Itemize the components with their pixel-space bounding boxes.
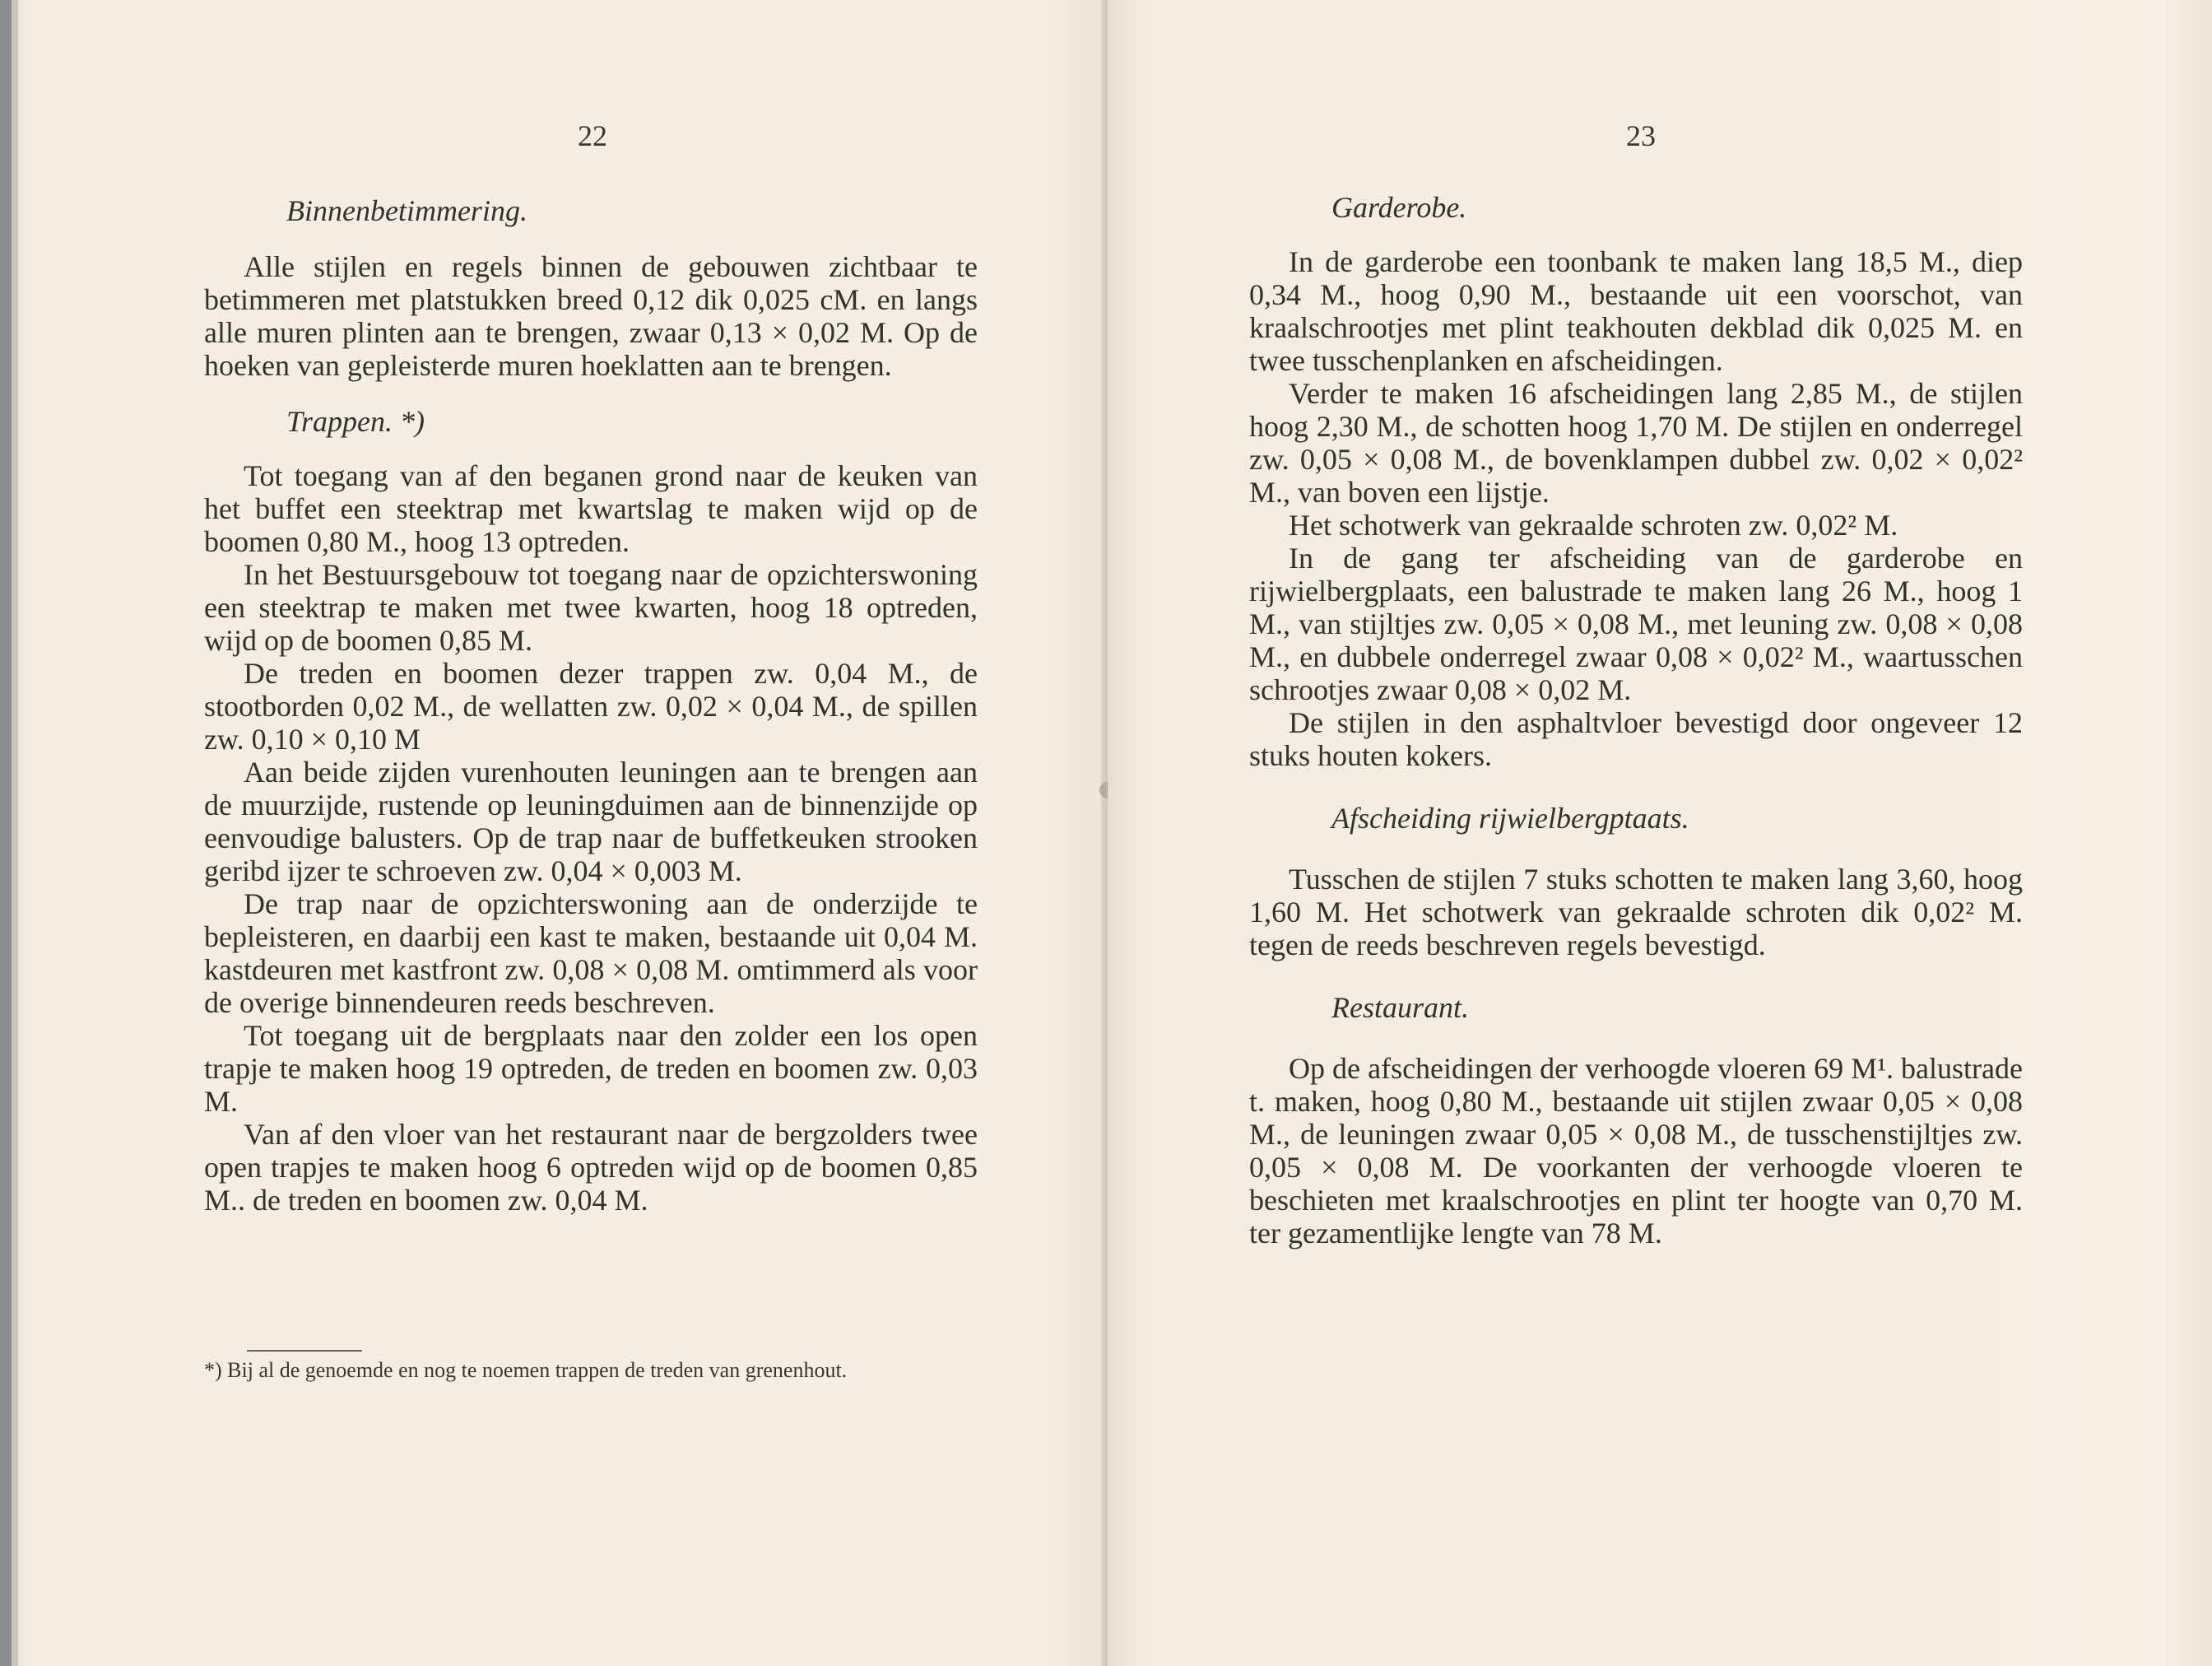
paragraph: De trap naar de opzichterswoning aan de onderzijde te bepleisteren, en daarbij een kast te maken, bestaande uit 0,04 M. kastdeuren met kastfront zw. 0,08 × 0,08 M. omtimmerd als voor de overige binnendeuren reeds beschreven. [204,887,978,1019]
paragraph: Het schotwerk van gekraalde schroten zw. 0,02² M. [1289,509,1898,542]
footnote: *) Bij al de genoemde en nog te noemen trappen de treden van grenenhout. [204,1358,848,1382]
left-text-block [204,194,978,1217]
section-heading: Trappen. *) [286,405,425,438]
paragraph: Van af den vloer van het restaurant naar de bergzolders twee open trapjes te maken hoog 6 optreden wijd op de boomen 0,85 M.. de treden en boomen zw. 0,04 M. [204,1118,978,1217]
page-edge [12,0,18,1666]
paragraph: Tusschen de stijlen 7 stuks schotten te maken lang 3,60, hoog 1,60 M. Het schotwerk van gekraalde schroten dik 0,02² M. tegen de reeds beschreven regels bevestigd. [1249,863,2023,961]
cover-edge [0,0,12,1666]
paragraph: De stijlen in den asphaltvloer bevestigd door ongeveer 12 stuks houten kokers. [1249,706,2023,772]
paragraph: In het Bestuursgebouw tot toegang naar de opzichterswoning een steektrap te maken met twee kwarten, hoog 18 optreden, wijd op de boomen 0,85 M. [204,558,978,657]
footnote-rule [247,1350,362,1352]
section-heading: Afscheiding rijwielbergptaats. [1331,802,1689,835]
section-heading: Binnenbetimmering. [286,194,527,227]
section-heading: Restaurant. [1331,991,1469,1024]
paragraph: In de gang ter afscheiding van de garderobe en rijwielbergplaats, een balustrade te maken lang 26 M., hoog 1 M., van stijltjes zw. 0,05 × 0,08 M., met leuning zw. 0,08 × 0,08 M., en dubbele onderregel zwaar 0,08 × 0,02² M., waartusschen schrootjes zwaar 0,08 × 0,02 M. [1249,542,2023,706]
paragraph: In de garderobe een toonbank te maken lang 18,5 M., diep 0,34 M., hoog 0,90 M., bestaande uit een voorschot, van kraalschrootjes met plint teakhouten dekblad dik 0,025 M. en twee tusschenplanken en afscheidingen. [1249,245,2023,377]
right-text-block [1249,191,2023,1250]
section-heading: Garderobe. [1331,191,1467,224]
paragraph: Op de afscheidingen der verhoogde vloeren 69 M¹. balustrade t. maken, hoog 0,80 M., bestaande uit stijlen zwaar 0,05 × 0,08 M., de leuningen zwaar 0,05 × 0,08 M., de tusschenstijltjes zw. 0,05 × 0,08 M. De voorkanten der verhoogde vloeren te beschieten met kraalschrootjes en plint ter hoogte van 0,70 M. ter gezamentlijke lengte van 78 M. [1249,1052,2023,1250]
paragraph: Alle stijlen en regels binnen de gebouwen zichtbaar te betimmeren met platstukken breed 0,12 dik 0,025 cM. en langs alle muren plinten aan te brengen, zwaar 0,13 × 0,02 M. Op de hoeken van gepleisterde muren hoeklatten aan te brengen. [204,250,978,382]
paragraph: De treden en boomen dezer trappen zw. 0,04 M., de stootborden 0,02 M., de wellatten zw. 0,02 × 0,04 M., de spillen zw. 0,10 × 0,10 M [204,657,978,756]
page-number: 23 [1626,119,1656,152]
page-number: 22 [578,119,607,152]
paragraph: Tot toegang uit de bergplaats naar den zolder een los open trapje te maken hoog 19 optreden, de treden en boomen zw. 0,03 M. [204,1019,978,1118]
paragraph: Verder te maken 16 afscheidingen lang 2,85 M., de stijlen hoog 2,30 M., de schotten hoog 1,70 M. De stijlen en onderregel zw. 0,05 × 0,08 M., de bovenklampen dubbel zw. 0,02 × 0,02² M., van boven een lijstje. [1249,377,2023,509]
paragraph: Aan beide zijden vurenhouten leuningen aan te brengen aan de muurzijde, rustende op leuningduimen aan de binnenzijde op eenvoudige balusters. Op de trap naar de buffetkeuken strooken geribd ijzer te schroeven zw. 0,04 × 0,003 M. [204,756,978,887]
paragraph: Tot toegang van af den beganen grond naar de keuken van het buffet een steektrap met kwartslag te maken wijd op de boomen 0,80 M., hoog 13 optreden. [204,459,978,558]
